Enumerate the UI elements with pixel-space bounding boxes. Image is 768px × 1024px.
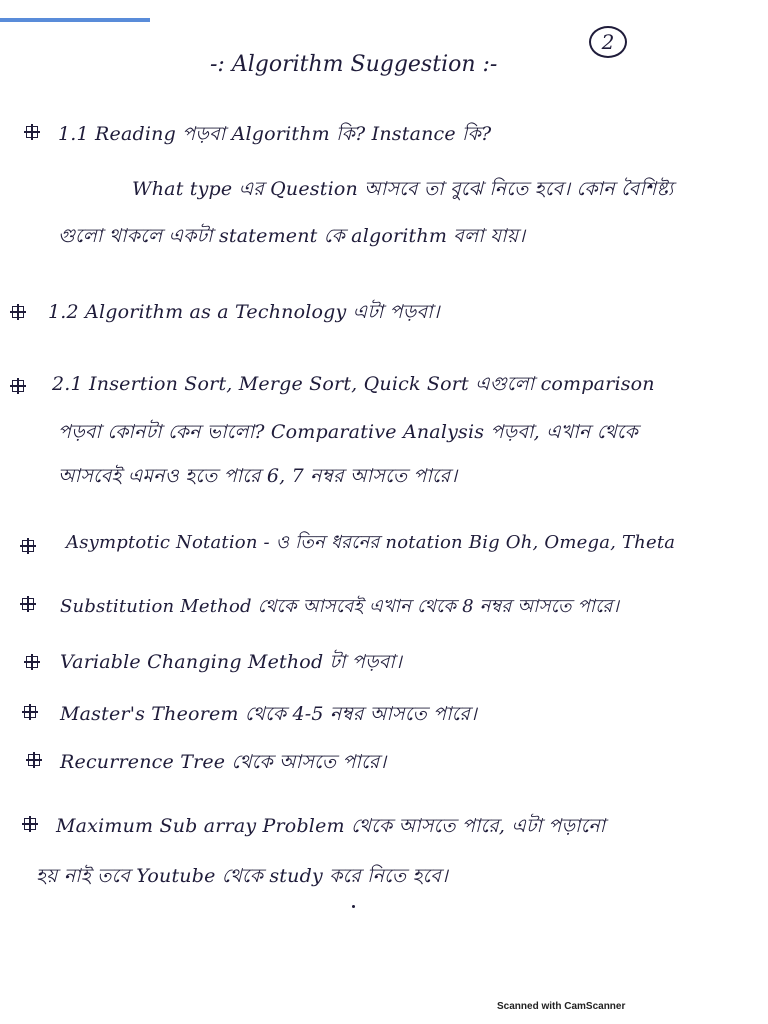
- note-line-5: 2.1 Insertion Sort, Merge Sort, Quick Sort এগুলো comparison: [52, 373, 655, 395]
- ink-dot: [352, 905, 355, 908]
- note-line-13: Maximum Sub array Problem থেকে আসতে পারে, এটা পড়ানো: [56, 815, 606, 837]
- note-line-12: Recurrence Tree থেকে আসতে পারে।: [60, 751, 387, 773]
- note-line-6: পড়বা কোনটা কেন ভালো? Comparative Analysis পড়বা, এখান থেকে: [58, 421, 639, 443]
- checkbox-bullet-icon: [24, 706, 36, 718]
- checkbox-bullet-icon: [26, 126, 38, 138]
- note-line-7: আসবেই এমনও হতে পারে 6, 7 নম্বর আসতে পারে।: [58, 465, 458, 487]
- checkbox-bullet-icon: [22, 540, 34, 552]
- note-line-1: 1.1 Reading পড়বা Algorithm কি? Instance কি?: [58, 123, 492, 145]
- page-title: -: Algorithm Suggestion :-: [210, 52, 498, 77]
- checkbox-bullet-icon: [12, 380, 24, 392]
- note-line-2: What type এর Question আসবে তা বুঝে নিতে হবে। কোন বৈশিষ্ট্য: [132, 178, 674, 200]
- checkbox-bullet-icon: [24, 818, 36, 830]
- note-line-14: হয় নাই তবে Youtube থেকে study করে নিতে হবে।: [36, 865, 449, 887]
- page-number: 2: [589, 26, 627, 58]
- checkbox-bullet-icon: [12, 306, 24, 318]
- note-line-9: Substitution Method থেকে আসবেই এখান থেকে 8 নম্বর আসতে পারে।: [60, 596, 620, 617]
- note-line-11: Master's Theorem থেকে 4-5 নম্বর আসতে পারে।: [60, 703, 478, 725]
- checkbox-bullet-icon: [28, 754, 40, 766]
- note-line-8: Asymptotic Notation - ও তিন ধরনের notation Big Oh, Omega, Theta: [66, 532, 676, 553]
- scan-edge-mark: [0, 18, 150, 22]
- checkbox-bullet-icon: [22, 598, 34, 610]
- note-line-4: 1.2 Algorithm as a Technology এটা পড়বা।: [48, 301, 440, 323]
- note-line-10: Variable Changing Method টা পড়বা।: [60, 651, 402, 673]
- checkbox-bullet-icon: [26, 656, 38, 668]
- note-line-3: গুলো থাকলে একটা statement কে algorithm বলা যায়।: [58, 225, 526, 247]
- scanner-watermark: Scanned with CamScanner: [497, 1001, 626, 1012]
